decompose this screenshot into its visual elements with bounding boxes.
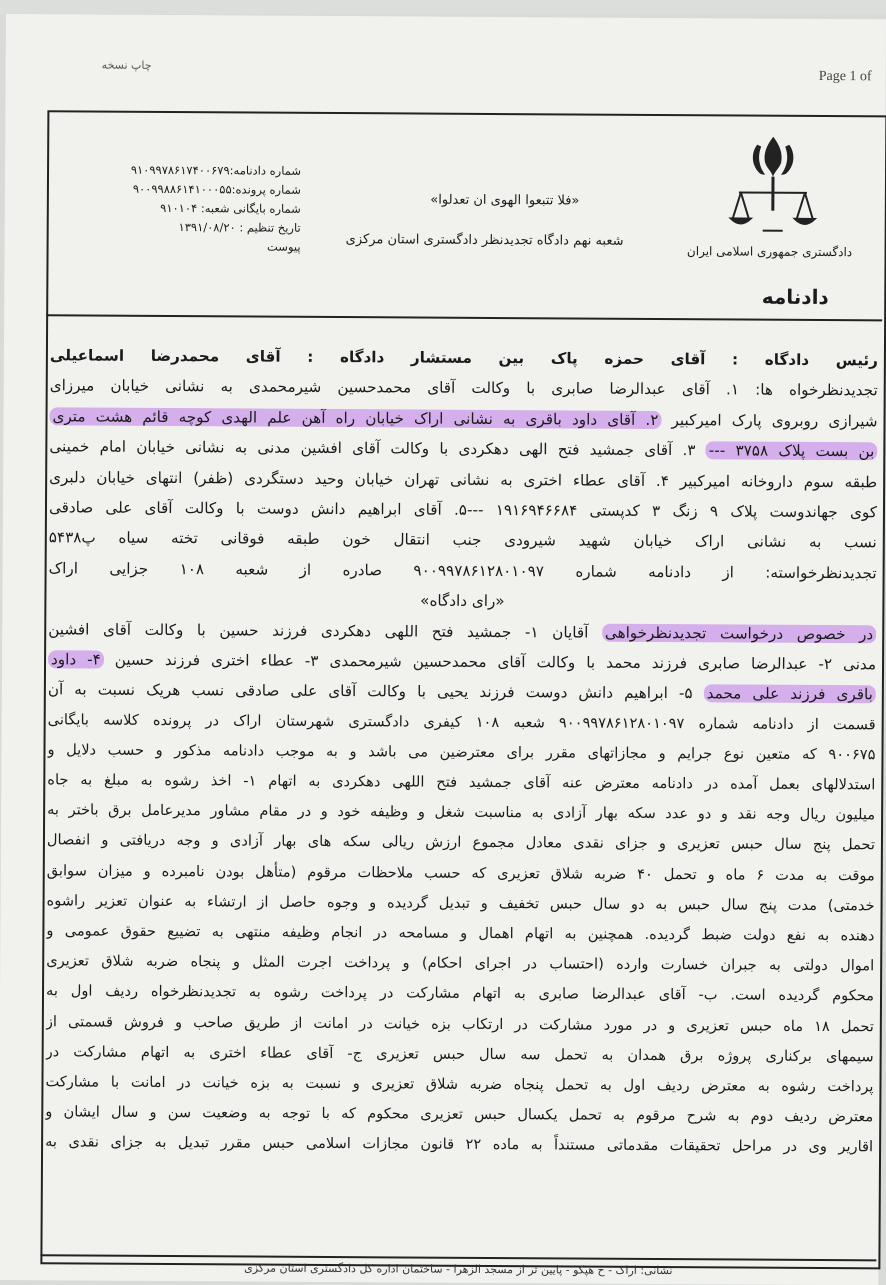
text-segment: مدنی ۲- عبدالرضا صابری فرزند محمد با وکالت آقای محمدحسین شیرمحمدی ۳- عطاء اختری فرزند حسین bbox=[104, 651, 876, 674]
court-branch: شعبه نهم دادگاه تجدیدنظر دادگستری استان مرکزی bbox=[305, 232, 665, 249]
text-line bbox=[48, 614, 876, 649]
archive-number: شماره بایگانی شعبه: ۹۱۰۱۰۴ bbox=[101, 199, 301, 219]
court-name: دادگستری جمهوری اسلامی ایران bbox=[675, 244, 865, 259]
text-line: سیمهای برکناری پروژه برق همدان به تحمل سه سال حبس تعزیری ج- آقای عطاء اختری به اتهام مشارکت در bbox=[46, 1037, 874, 1072]
document-title: دادنامه bbox=[740, 284, 850, 309]
document-sheet bbox=[0, 14, 886, 1285]
text-segment: ۵- ابراهیم دانش دوست فرزند یحیی با وکالت آقای علی صادقی نسب هریک نسبت به آن bbox=[48, 681, 704, 703]
text-line bbox=[48, 675, 876, 710]
text-line: میلیون ریال وجه نقد و دو عدد سکه بهار آزادی به مناسبت شغل و وظیفه خود و در مقام مشاور مدیرعامل برق باختر به bbox=[47, 796, 875, 831]
text-line: خدمتی) مدت پنج سال حبس به دو سال حبس تخفیف و تبدیل گردیده و وجوه حاصل از ارتشاء به عنوان تعزیر راشوه bbox=[46, 886, 874, 921]
text-line: تجدیدنظرخواسته: از دادنامه شماره ۹۰۰۹۹۷۸۶۱۲۸۰۱۰۹۷ صادره از شعبه ۱۰۸ جزایی اراک bbox=[49, 553, 877, 588]
attachment-label: پیوست bbox=[101, 237, 301, 257]
scan-edge bbox=[0, 0, 886, 14]
text-line: معترض ردیف دوم به شرح مرقوم به تحمل یکسال حبس تعزیری محکوم که با توجه به وضعیت سن و سال ایشان و bbox=[45, 1097, 873, 1132]
text-line: دهنده به نفع دولت ضبط گردیده. همچنین به اتهام اهمال و مسامحه در انجام وظیفه منتهی به تضییع حقوق عمومی و bbox=[46, 916, 874, 951]
text-line: قسمت از دادنامه شماره ۹۰۰۹۹۷۸۶۱۲۸۰۱۰۹۷ شعبه ۱۰۸ کیفری دادگستری شهرستان اراک در پرونده کلاسه بایگانی bbox=[48, 705, 876, 740]
text-line: «رای دادگاه» bbox=[48, 583, 876, 618]
court-emblem-icon bbox=[723, 130, 824, 241]
header-verse: «فلا تتبعوا الهوی ان تعدلوا» bbox=[385, 192, 625, 208]
text-line: اقاریر وی در مراحل تحقیقات مقدماتی مستنداً به ماده ۲۲ قانون مجازات اسلامی حبس مقرر تبدیل به جزای نقدی به bbox=[45, 1128, 873, 1163]
highlighted-text: در خصوص درخواست تجدیدنظرخواهی bbox=[602, 623, 876, 643]
text-line: موقت به مدت ۶ ماه و تحمل ۴۰ ضربه شلاق تعزیری که حسب ملاحظات مرقوم (متأهل بودن نامبرده و میزان سوابق bbox=[47, 856, 875, 891]
text-segment: شیرازی روبروی پارک امیرکبیر bbox=[661, 411, 877, 430]
judgment-number: شماره دادنامه:۹۱۰۹۹۷۸۶۱۷۴۰۰۶۷۹ bbox=[101, 161, 301, 181]
highlighted-text: ۴- داود bbox=[48, 650, 104, 668]
text-line: پرداخت رشوه به معترض ردیف اول به تحمل پنجاه ضربه شلاق تعزیری و نسبت به بزه خیانت در امانت با مشارکت bbox=[45, 1067, 873, 1102]
text-segment: آقایان ۱- جمشید فتح اللهی دهکردی فرزند حسین با وکالت آقای افشین bbox=[48, 620, 602, 641]
case-metadata bbox=[101, 161, 302, 257]
text-line: رئیس دادگاه : آقای حمزه پاک بین مستشار دادگاه : آقای محمدرضا اسماعیلی bbox=[50, 340, 878, 375]
text-line: کوی جهاندوست پلاک ۹ زنگ ۳ کدپستی ۱۹۱۶۹۴۶۶۸۴ ---۵. آقای ابراهیم دانش دوست با وکالت آقای علی صادقی bbox=[49, 492, 877, 527]
text-segment: ۳. آقای جمشید فتح الهی دهکردی با وکالت آقای افشین مدنی به نشانی خیابان امام خمینی bbox=[49, 437, 706, 459]
text-line: ۹۰۰۶۷۵ که متعین نوع جرایم و مجازاتهای مقرر برای معترضین می باشد و به موجب دادنامه مذکور و حسب دلایل و bbox=[47, 735, 875, 770]
highlighted-text: ۲. آقای داود باقری به نشانی اراک خیابان راه آهن علم الهدی کوچه قائم هشت متری bbox=[49, 407, 661, 429]
issue-date: تاریخ تنظیم : ۱۳۹۱/۰۸/۲۰ bbox=[101, 218, 301, 238]
text-line: محکوم گردیده است. ب- آقای عبدالرضا صابری به اتهام مشارکت در پرداخت رشوه به تجدیدنظرخواه ردیف اول به bbox=[46, 977, 874, 1012]
text-line: طبقه سوم داروخانه امیرکبیر ۴. آقای عطاء اختری به نشانی تهران خیابان وحید دستگردی (ظفر) انتهای خیابان دلبری bbox=[49, 462, 877, 497]
text-line bbox=[49, 401, 877, 436]
case-number: شماره پرونده:۹۰۰۹۹۸۸۶۱۴۱۰۰۰۵۵ bbox=[101, 180, 301, 200]
judgment-body bbox=[45, 340, 878, 1163]
text-line: تجدیدنظرخواه ها: ۱. آقای عبدالرضا صابری با وکالت آقای محمدحسین شیرمحمدی به نشانی خیابان میرزای bbox=[50, 371, 878, 406]
text-line: نسب به نشانی اراک خیابان شهید شیرودی جنب انتقال خون طبقه فوقانی تخته سیاه پ۵۴۳۸ bbox=[49, 523, 877, 558]
print-stamp: چاپ نسخه bbox=[102, 59, 152, 72]
text-line bbox=[48, 644, 876, 679]
highlighted-text: باقری فرزند علی محمد bbox=[704, 685, 876, 704]
text-line: تحمل پنج سال حبس تعزیری و جزای نقدی معادل مجموع ارزش ریالی سکه های بهار آزادی و وجه دریافتی و انفصال bbox=[47, 826, 875, 861]
text-line bbox=[49, 431, 877, 466]
highlighted-text: بن بست پلاک ۳۷۵۸ --- bbox=[706, 441, 878, 460]
text-line: اموال دولتی به جبران خسارت وارده (احتساب در اجرای احکام) و پرداخت اجرت المثل و پنجاه ضربه شلاق تعزیری bbox=[46, 946, 874, 981]
text-line: تحمل ۱۸ ماه حبس تعزیری و در مورد مشارکت در ارتکاب بزه خیانت در امانت از طریق صاحب و فروش قسمتی از bbox=[46, 1007, 874, 1042]
page-number: Page 1 of bbox=[819, 69, 872, 85]
court-address: نشانی: اراک - ح هپکو - پایین تر از مسجد الزهرا - ساختمان اداره کل دادگستری استان مرکزی bbox=[58, 1260, 858, 1278]
text-line: استدلالهای بعمل آمده در دادنامه معترض عنه آقای جمشید فتح اللهی دهکردی به اتهام ۱- اخذ رشوه به مبلغ به جاه bbox=[47, 765, 875, 800]
